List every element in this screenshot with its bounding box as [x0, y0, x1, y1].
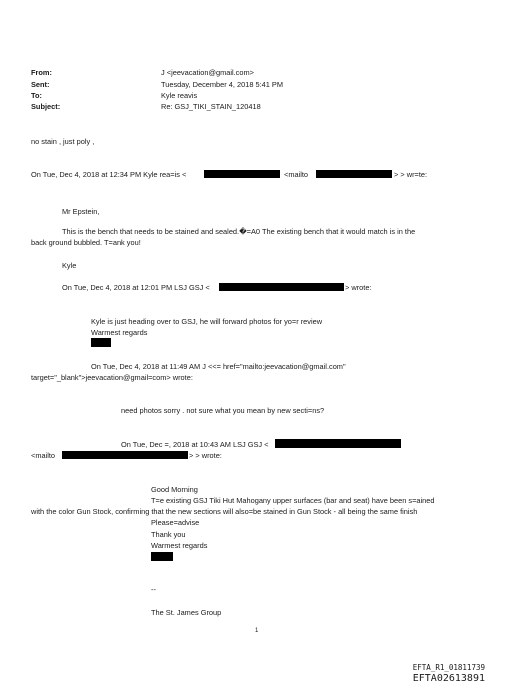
lsj1-line-2: Warmest regards	[91, 328, 148, 337]
subject-value: Re: GSJ_TIKI_STAIN_120418	[161, 102, 261, 111]
company-name: The St. James Group	[151, 608, 222, 617]
to-label: To:	[31, 91, 42, 100]
j-reply: need photos sorry . not sure what you mean by new secti=ns?	[121, 406, 325, 415]
redaction-box	[62, 451, 188, 459]
kyle-line-2: back ground bubbled. T=ank you!	[31, 238, 141, 247]
redaction-box	[91, 338, 111, 347]
sent-value: Tuesday, December 4, 2018 5:41 PM	[161, 80, 284, 89]
to-value: Kyle reavis	[161, 91, 198, 100]
sent-label: Sent:	[31, 80, 50, 89]
page-number: 1	[255, 628, 259, 634]
gm-line-2: with the color Gun Stock, confirming that the new sections will also=be stained in Gun Stock - all being the same finish	[31, 507, 418, 516]
bates-id-small: EFTA_R1_01811739	[412, 663, 485, 672]
quote2-wrote: > wrote:	[345, 283, 372, 292]
kyle-line-1: This is the bench that needs to be stained and sealed.�=A0 The existing bench that it would match is in the	[62, 227, 416, 236]
reply-text: no stain , just poly ,	[31, 137, 95, 146]
redaction-box	[219, 283, 344, 291]
lsj1-line-1: Kyle is just heading over to GSJ, he will forward photos for yo=r review	[91, 317, 323, 326]
from-value: J <jeevacation@gmail.com>	[161, 68, 254, 77]
redaction-box	[316, 170, 392, 178]
redaction-box	[151, 552, 173, 561]
signature-dashes: --	[151, 585, 156, 594]
good-morning: Good Morning	[151, 485, 198, 494]
greeting: Mr Epstein,	[62, 207, 100, 216]
bates-id-large: EFTA02613891	[412, 673, 485, 684]
quote1-wrote: > > wr=te:	[394, 170, 428, 179]
quote4-mailto: <mailto	[31, 451, 56, 460]
quote2-header: On Tue, Dec 4, 2018 at 12:01 PM LSJ GSJ <	[62, 283, 210, 292]
from-label: From:	[31, 68, 52, 77]
redaction-box	[204, 170, 280, 178]
please-advise: Please=advise	[151, 518, 200, 527]
warmest-regards: Warmest regards	[151, 541, 208, 550]
kyle-signature: Kyle	[62, 261, 77, 270]
quote3-line-2: target="_blank">jeevacation@gmail=com> wrote:	[31, 373, 193, 382]
thank-you: Thank you	[151, 530, 186, 539]
quote1-header: On Tue, Dec 4, 2018 at 12:34 PM Kyle rea=is <	[31, 170, 187, 179]
subject-label: Subject:	[31, 102, 61, 111]
gm-line-1: T=e existing GSJ Tiki Hut Mahogany upper surfaces (bar and seat) have been s=ained	[151, 496, 435, 505]
quote3-line-1: On Tue, Dec 4, 2018 at 11:49 AM J <<= href="mailto:jeevacation@gmail.com"	[91, 362, 346, 371]
quote1-mailto: <mailto	[284, 170, 309, 179]
redaction-box	[275, 439, 401, 448]
quote4-header: On Tue, Dec =, 2018 at 10:43 AM LSJ GSJ <	[121, 440, 269, 449]
quote4-wrote: > > wrote:	[189, 451, 222, 460]
